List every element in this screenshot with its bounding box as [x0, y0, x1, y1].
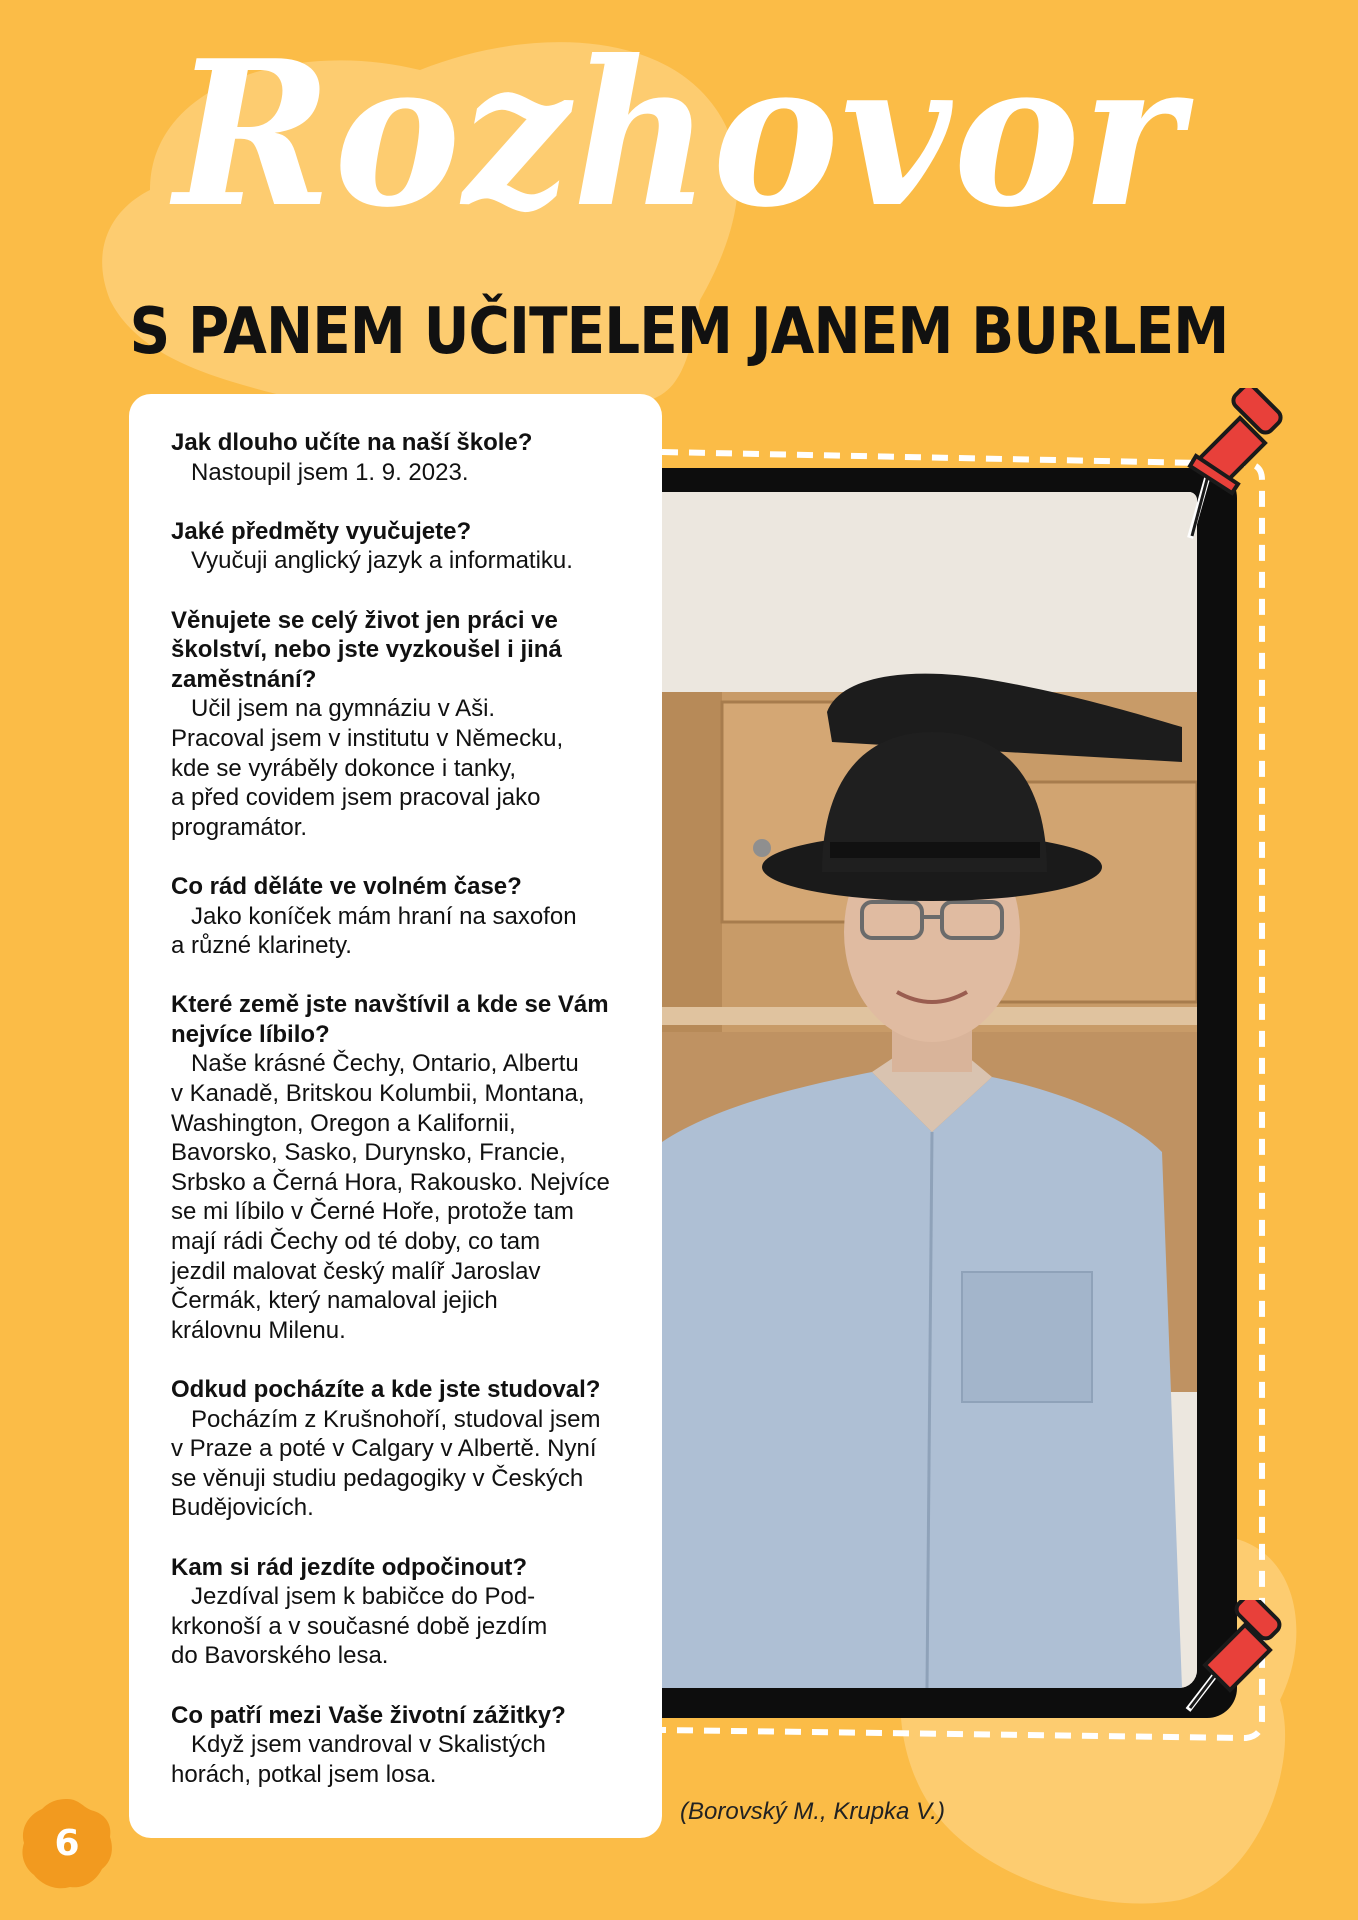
interview-question: Odkud pocházíte a kde jste studoval? [171, 1376, 601, 1403]
author-credit: (Borovský M., Krupka V.) [680, 1798, 945, 1825]
interview-question: Jak dlouho učíte na naší škole? [171, 429, 533, 456]
teacher-photo [662, 492, 1197, 1688]
interview-question: Které země jste navštívil a kde se Vám nejvíce líbilo? [171, 991, 609, 1048]
qa-item [171, 606, 651, 843]
interview-question: Kam si rád jezdíte odpočinout? [171, 1553, 528, 1581]
interview-answer: Nastoupil jsem 1. 9. 2023. [191, 458, 469, 486]
interview-answer: Vyučuji anglický jazyk a informatiku. [191, 547, 573, 575]
qa-item [171, 517, 651, 576]
page-number: 6 [54, 1823, 80, 1864]
qa-item [171, 1375, 651, 1523]
page-title-script: Rozhovor [174, 17, 1184, 252]
qa-item [171, 428, 651, 487]
interview-answer: Pocházím z Krušnohoří, studoval jsem v Praze a poté v Calgary v Albertě. Nyní se věnuji studiu pedagogiky v Českých Budějovicích. [171, 1405, 601, 1522]
interview-list [171, 428, 651, 1819]
qa-item [171, 1553, 651, 1671]
interview-question: Co patří mezi Vaše životní zážitky? [171, 1701, 566, 1729]
page-title: S PANEM UČITELEM JANEM BURLEM [129, 295, 1229, 369]
interview-answer: Učil jsem na gymnáziu v Aši. Pracoval jsem v institutu v Německu, kde se vyráběly dokonce i tanky, a před covidem jsem pracoval jako programátor. [171, 695, 564, 841]
qa-item [171, 1701, 651, 1790]
interview-answer: Naše krásné Čechy, Ontario, Albertu v Kanadě, Britskou Kolumbii, Montana, Washington, Oregon a Kalifornii, Bavorsko, Sasko, Durynsko, Francie, Srbsko a Černá Hora, Rakousko. Nejvíce se mi líbilo v Černé Hoře, protože tam mají rádi Čechy od té doby, co tam jezdil malovat český malíř Jaroslav Čermák, který namaloval jejich královnu Milenu. [171, 1050, 610, 1344]
interview-question: Věnujete se celý život jen práci ve školství, nebo jste vyzkoušel i jiná zaměstnání? [171, 606, 562, 693]
qa-item [171, 990, 651, 1345]
pushpin-top-icon [1180, 388, 1290, 548]
interview-answer: Jako koníček mám hraní na saxofon a různé klarinety. [171, 902, 577, 960]
pushpin-bottom-icon [1180, 1600, 1290, 1720]
interview-answer: Jezdíval jsem k babičce do Pod- krkonoší a v současné době jezdím do Bavorského lesa. [171, 1583, 548, 1670]
interview-question: Co rád děláte ve volném čase? [171, 872, 522, 900]
interview-answer: Když jsem vandroval v Skalistých horách, potkal jsem losa. [171, 1731, 546, 1788]
interview-question: Jaké předměty vyučujete? [171, 517, 472, 545]
qa-item [171, 872, 651, 961]
